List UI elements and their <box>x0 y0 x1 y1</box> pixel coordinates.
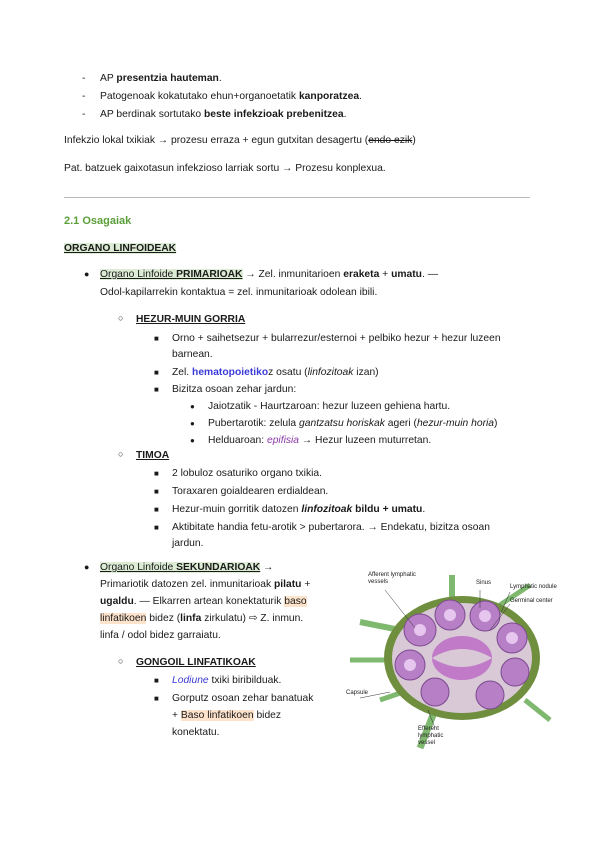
circle-marker: ○ <box>118 313 124 323</box>
hezur-subitem: Pubertarotik: zelula gantzatsu horiskak ageri (hezur-muin horia) <box>208 418 498 429</box>
square-bullet: ■ <box>154 505 159 514</box>
label-afferent: Afferent lymphatic vessels <box>368 572 416 585</box>
circle-marker: ○ <box>118 656 124 666</box>
primario-label: Organo Linfoide PRIMARIOAK <box>100 269 243 280</box>
organo-heading: ORGANO LINFOIDEAK <box>64 243 177 254</box>
bullet: ● <box>84 562 90 572</box>
timoa-title: TIMOA <box>136 450 170 461</box>
infekzio-line: Infekzio lokal txikiak → prozesu erraza + egun gutxitan desagertu (endo ezik) <box>64 135 416 146</box>
primario-line2: Odol-kapilarrekin kontaktua = zel. inmunitarioak odolean ibili. <box>100 287 378 298</box>
sekundario-label: Organo Linfoide SEKUNDARIOAK <box>100 562 261 573</box>
label-sinus: Sinus <box>476 580 492 586</box>
timoa-item: 2 lobuloz osaturiko organo txikia. <box>172 468 322 479</box>
sekundario-line5: linfa / odol bidez garraiatu. <box>100 630 221 641</box>
list-item: - AP berdinak sortutako beste infekzioak prebenitzea. <box>82 109 347 120</box>
timoa-item: Aktibitate handia fetu-arotik > pubertarora. → Endekatu, bizitza osoan <box>172 522 490 533</box>
gongoil-item-cont: konektatu. <box>172 727 220 738</box>
lymph-node-illustration <box>340 570 580 750</box>
dot-bullet: ● <box>190 402 195 411</box>
hezur-item: Zel. hematopoietikoz osatu (linfozitoak izan) <box>172 367 379 378</box>
list-item: - AP presentzia hauteman. <box>82 73 222 84</box>
dot-bullet: ● <box>190 419 195 428</box>
timoa-item: Hezur-muin gorritik datozen linfozitoak bildu + umatu. <box>172 504 426 515</box>
label-capsule: Capsule <box>346 690 369 696</box>
hezur-subitem: Jaiotzatik - Haurtzaroan: hezur luzeen gehiena hartu. <box>208 401 451 412</box>
square-bullet: ■ <box>154 368 159 377</box>
circle-marker: ○ <box>118 449 124 459</box>
square-bullet: ■ <box>154 676 159 685</box>
square-bullet: ■ <box>154 694 159 703</box>
hezur-item: Orno + saihetsezur + bularrezur/esternoi + pelbiko hezur + hezur luzeen <box>172 333 501 344</box>
hezur-item: Bizitza osoan zehar jardun: <box>172 384 297 395</box>
bullet: ● <box>84 269 90 279</box>
separator <box>64 197 530 198</box>
label-germinal-center: Germinal center <box>510 598 553 604</box>
gongoil-item: Gorputz osoan zehar banatuak <box>172 693 314 704</box>
lymph-node-diagram <box>340 570 580 750</box>
square-bullet: ■ <box>154 469 159 478</box>
square-bullet: ■ <box>154 487 159 496</box>
hezur-item-cont: barnean. <box>172 349 213 360</box>
label-efferent: Efferent lymphatic vessel <box>418 726 444 746</box>
gongoil-title: GONGOIL LINFATIKOAK <box>136 657 256 668</box>
square-bullet: ■ <box>154 334 159 343</box>
dot-bullet: ● <box>190 436 195 445</box>
section-title: 2.1 Osagaiak <box>64 215 132 227</box>
hezur-subitem: Helduaroan: epifisia → Hezur luzeen muturretan. <box>208 435 432 446</box>
label-lymphatic-nodule: Lymphatic nodule <box>510 584 557 590</box>
hezur-title: HEZUR-MUIN GORRIA <box>136 314 246 325</box>
pat-line: Pat. batzuek gaixotasun infekzioso larriak sortu → Prozesu konplexua. <box>64 163 386 174</box>
square-bullet: ■ <box>154 523 159 532</box>
square-bullet: ■ <box>154 385 159 394</box>
timoa-item-cont: jardun. <box>172 538 204 549</box>
list-item: - Patogenoak kokatutako ehun+organoetatik kanporatzea. <box>82 91 362 102</box>
gongoil-item: Lodiune txiki biribilduak. <box>172 675 282 686</box>
timoa-item: Toraxaren goialdearen erdialdean. <box>172 486 329 497</box>
